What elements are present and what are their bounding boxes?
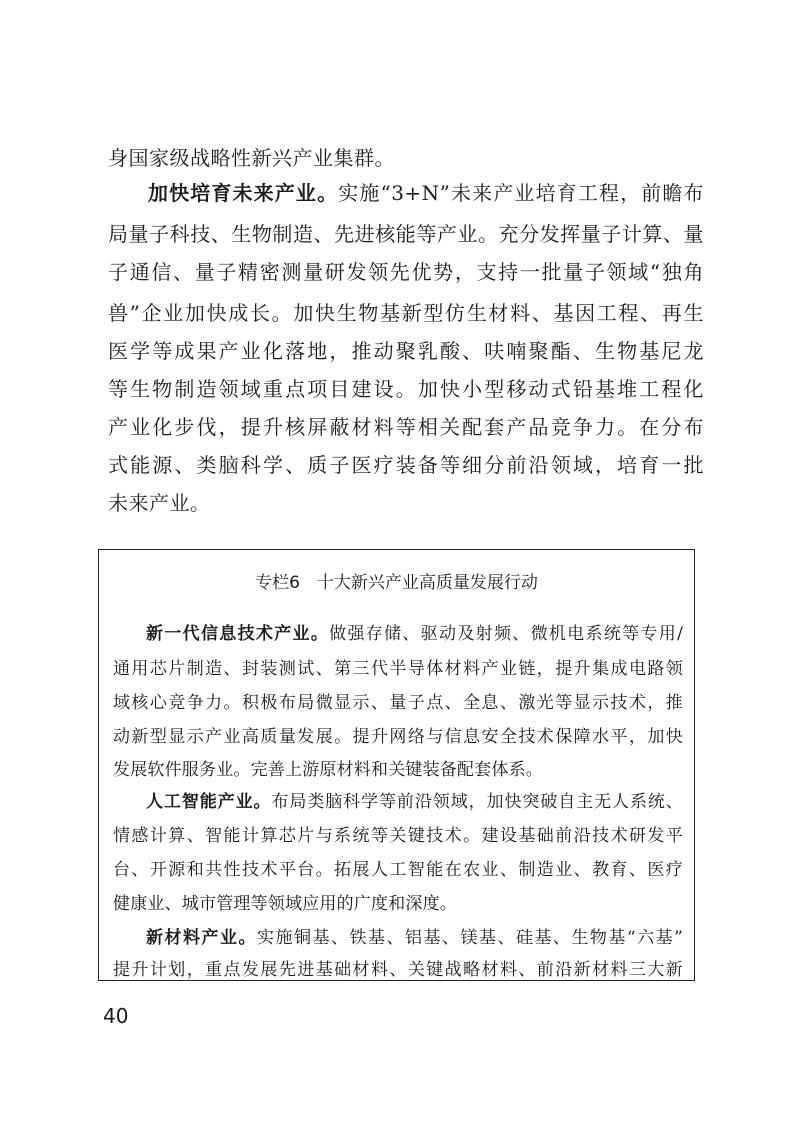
body-paragraph-lead-line: 加快培育未来产业。实施“3+N”未来产业培育工程，前瞻布 <box>148 181 704 205</box>
body-line: 产业化步伐，提升核屏蔽材料等相关配套产品竞争力。在分布 <box>108 415 704 439</box>
body-line: 兽”企业加快成长。加快生物基新型仿生材料、基因工程、再生 <box>108 301 704 325</box>
body-line: 医学等成果产业化落地，推动聚乳酸、呋喃聚酯、生物基尼龙 <box>108 339 704 363</box>
body-line: 未来产业。 <box>108 491 211 515</box>
body-line: 式能源、类脑科学、质子医疗装备等细分前沿领域，培育一批 <box>108 453 704 477</box>
section-lead: 新一代信息技术产业。 <box>146 624 330 644</box>
box-title: 专栏6 十大新兴产业高质量发展行动 <box>255 573 538 593</box>
section-lead: 人工智能产业。 <box>146 792 272 812</box>
box-section-lead-line: 新材料产业。实施铜基、铁基、铝基、镁基、硅基、生物基“六基” <box>146 928 683 948</box>
box-line: 台、开源和共性技术平台。拓展人工智能在农业、制造业、教育、医疗 <box>113 860 683 880</box>
box-line: 发展软件服务业。完善上游原材料和关键装备配套体系。 <box>113 760 543 780</box>
section-lead: 新材料产业。 <box>146 928 257 948</box>
box-section-lead-line: 人工智能产业。布局类脑科学等前沿领域，加快突破自主无人系统、 <box>146 792 683 812</box>
box-line: 域核心竞争力。积极布局微显示、量子点、全息、激光等显示技术，推 <box>113 693 683 713</box>
box-line: 健康业、城市管理等领域应用的广度和深度。 <box>113 894 457 914</box>
paragraph-lead: 加快培育未来产业。 <box>148 181 339 205</box>
body-line: 身国家级战略性新兴产业集群。 <box>108 146 395 170</box>
body-line: 等生物制造领域重点项目建设。加快小型移动式铅基堆工程化 <box>108 377 704 401</box>
page-number: 40 <box>103 1004 129 1028</box>
box-line: 情感计算、智能计算芯片与系统等关键技术。建设基础前沿技术研发平 <box>113 826 683 846</box>
box-line: 动新型显示产业高质量发展。提升网络与信息安全技术保障水平，加快 <box>113 727 683 747</box>
box-line: 提升计划，重点发展先进基础材料、关键战略材料、前沿新材料三大新 <box>113 960 683 980</box>
box-line: 通用芯片制造、封装测试、第三代半导体材料产业链，提升集成电路领 <box>113 659 683 679</box>
body-line: 局量子科技、生物制造、先进核能等产业。充分发挥量子计算、量 <box>108 222 704 246</box>
box-section-lead-line: 新一代信息技术产业。做强存储、驱动及射频、微机电系统等专用/ <box>146 624 684 644</box>
body-line: 子通信、量子精密测量研发领先优势，支持一批量子领域“独角 <box>108 260 704 284</box>
